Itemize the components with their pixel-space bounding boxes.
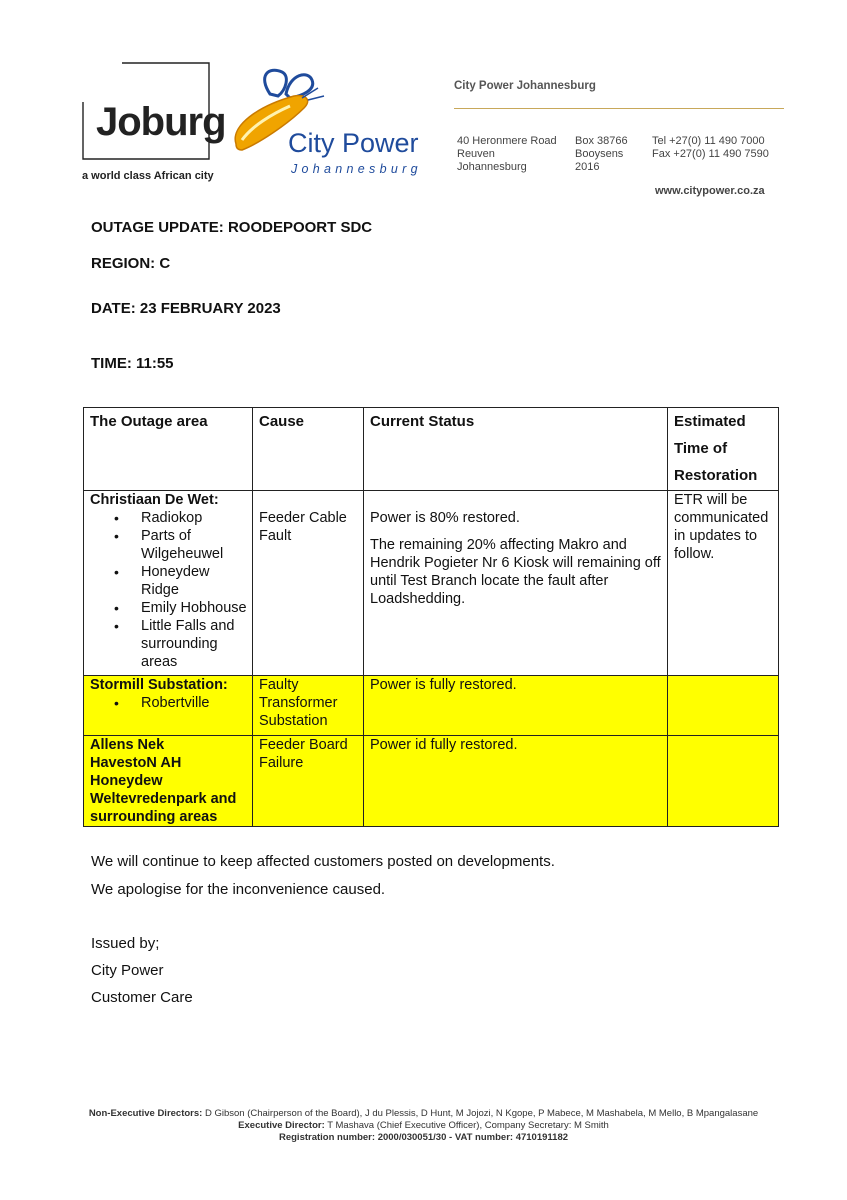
table-row (84, 491, 779, 676)
header-etr: Estimated Time of Restoration (668, 408, 779, 491)
fax-line: Fax +27(0) 11 490 7590 (652, 148, 769, 160)
area-title: Christiaan De Wet: (90, 492, 219, 508)
table-row (84, 736, 779, 827)
footer-registration: Registration number: 2000/030051/30 - VAT number: 4710191182 (278, 1132, 569, 1143)
postal-address (575, 135, 628, 174)
etr-cell: ETR will be communicated in updates to follow. (668, 491, 779, 676)
body-line: We apologise for the inconvenience caused. (91, 881, 386, 898)
header-outage-area: The Outage area (84, 408, 253, 491)
list-item: • Parts of Wilgeheuwel (114, 527, 249, 563)
time-label: TIME: 11:55 (91, 355, 174, 372)
status-text: The remaining 20% affecting Makro and Hendrik Pogieter Nr 6 Kiosk will remaining off until Test Branch locate the fault after Loadshedding. (370, 537, 661, 607)
header-divider (454, 108, 784, 109)
city-power-logo-text: City Power (288, 128, 419, 158)
outage-area-cell (84, 491, 253, 676)
area-line: Weltevredenpark and (90, 791, 237, 807)
address-line: Johannesburg (457, 161, 527, 173)
list-item: • Radiokop (114, 509, 249, 527)
issued-by-label: Issued by; (91, 935, 160, 952)
list-item: • Honeydew Ridge (114, 563, 249, 599)
footer-value: D Gibson (Chairperson of the Board), J du Plessis, D Hunt, M Jojozi, N Kgope, P Mabece, M Mashabela, M Mello, B Mpangalasane (204, 1108, 759, 1119)
area-line: HavestoN AH (90, 755, 182, 771)
phone-line: Tel +27(0) 11 490 7000 (652, 135, 765, 147)
footer-label: VAT number: (454, 1132, 514, 1143)
status-cell (364, 491, 668, 676)
city-power-logo (228, 66, 433, 184)
table-row (84, 676, 779, 736)
etr-cell (668, 676, 779, 736)
date-label: DATE: 23 FEBRUARY 2023 (91, 300, 281, 317)
etr-cell (668, 736, 779, 827)
cause-cell: Feeder Cable Fault (253, 491, 364, 676)
outage-area-cell (84, 676, 253, 736)
area-list (90, 694, 249, 712)
header-cause: Cause (253, 408, 364, 491)
joburg-logo-text: Joburg (96, 100, 226, 144)
cause-cell: Faulty Transformer Substation (253, 676, 364, 736)
body-line: We will continue to keep affected customers posted on developments. (91, 853, 555, 870)
contact-numbers (652, 135, 769, 161)
outage-table (83, 407, 779, 827)
website-link[interactable]: www.citypower.co.za (655, 185, 765, 197)
footer-directors (0, 1108, 847, 1119)
list-item: • Little Falls and surrounding areas (114, 617, 249, 671)
area-line: surrounding areas (90, 809, 218, 825)
joburg-tagline: a world class African city (82, 170, 214, 182)
footer-label: Executive Director: (238, 1120, 325, 1131)
postal-line: Booysens (575, 148, 624, 160)
city-power-logo-subtitle: Johannesburg (291, 162, 422, 176)
footer-label: Registration number: (278, 1132, 376, 1143)
postal-line: Box 38766 (575, 135, 628, 147)
status-cell: Power is fully restored. (364, 676, 668, 736)
footer-value: 2000/030051/30 (377, 1132, 447, 1143)
list-item: • Robertville (114, 694, 249, 712)
footer-value: T Mashava (Chief Executive Officer), Company Secretary: M Smith (327, 1120, 609, 1131)
header-current-status: Current Status (364, 408, 668, 491)
footer-value: 4710191182 (515, 1132, 569, 1143)
cause-cell: Feeder Board Failure (253, 736, 364, 827)
area-line: Honeydew (90, 773, 163, 789)
region-label: REGION: C (91, 255, 171, 272)
footer-executive (0, 1120, 847, 1131)
status-text: Power is 80% restored. (370, 510, 520, 526)
company-name: City Power Johannesburg (454, 80, 596, 92)
street-address (457, 135, 557, 174)
issuer-department: Customer Care (91, 989, 193, 1006)
area-line: Allens Nek (90, 737, 165, 753)
area-title: Stormill Substation: (90, 677, 228, 693)
table-header-row (84, 408, 779, 491)
status-cell: Power id fully restored. (364, 736, 668, 827)
footer-label: Non-Executive Directors: (88, 1108, 203, 1119)
list-item: • Emily Hobhouse (114, 599, 249, 617)
joburg-logo (82, 62, 226, 184)
issuer-name: City Power (91, 962, 164, 979)
address-line: 40 Heronmere Road (457, 135, 557, 147)
outage-area-cell (84, 736, 253, 827)
postal-line: 2016 (575, 161, 600, 173)
document-title: OUTAGE UPDATE: ROODEPOORT SDC (91, 219, 373, 236)
area-list (90, 509, 249, 671)
address-line: Reuven (457, 148, 495, 160)
